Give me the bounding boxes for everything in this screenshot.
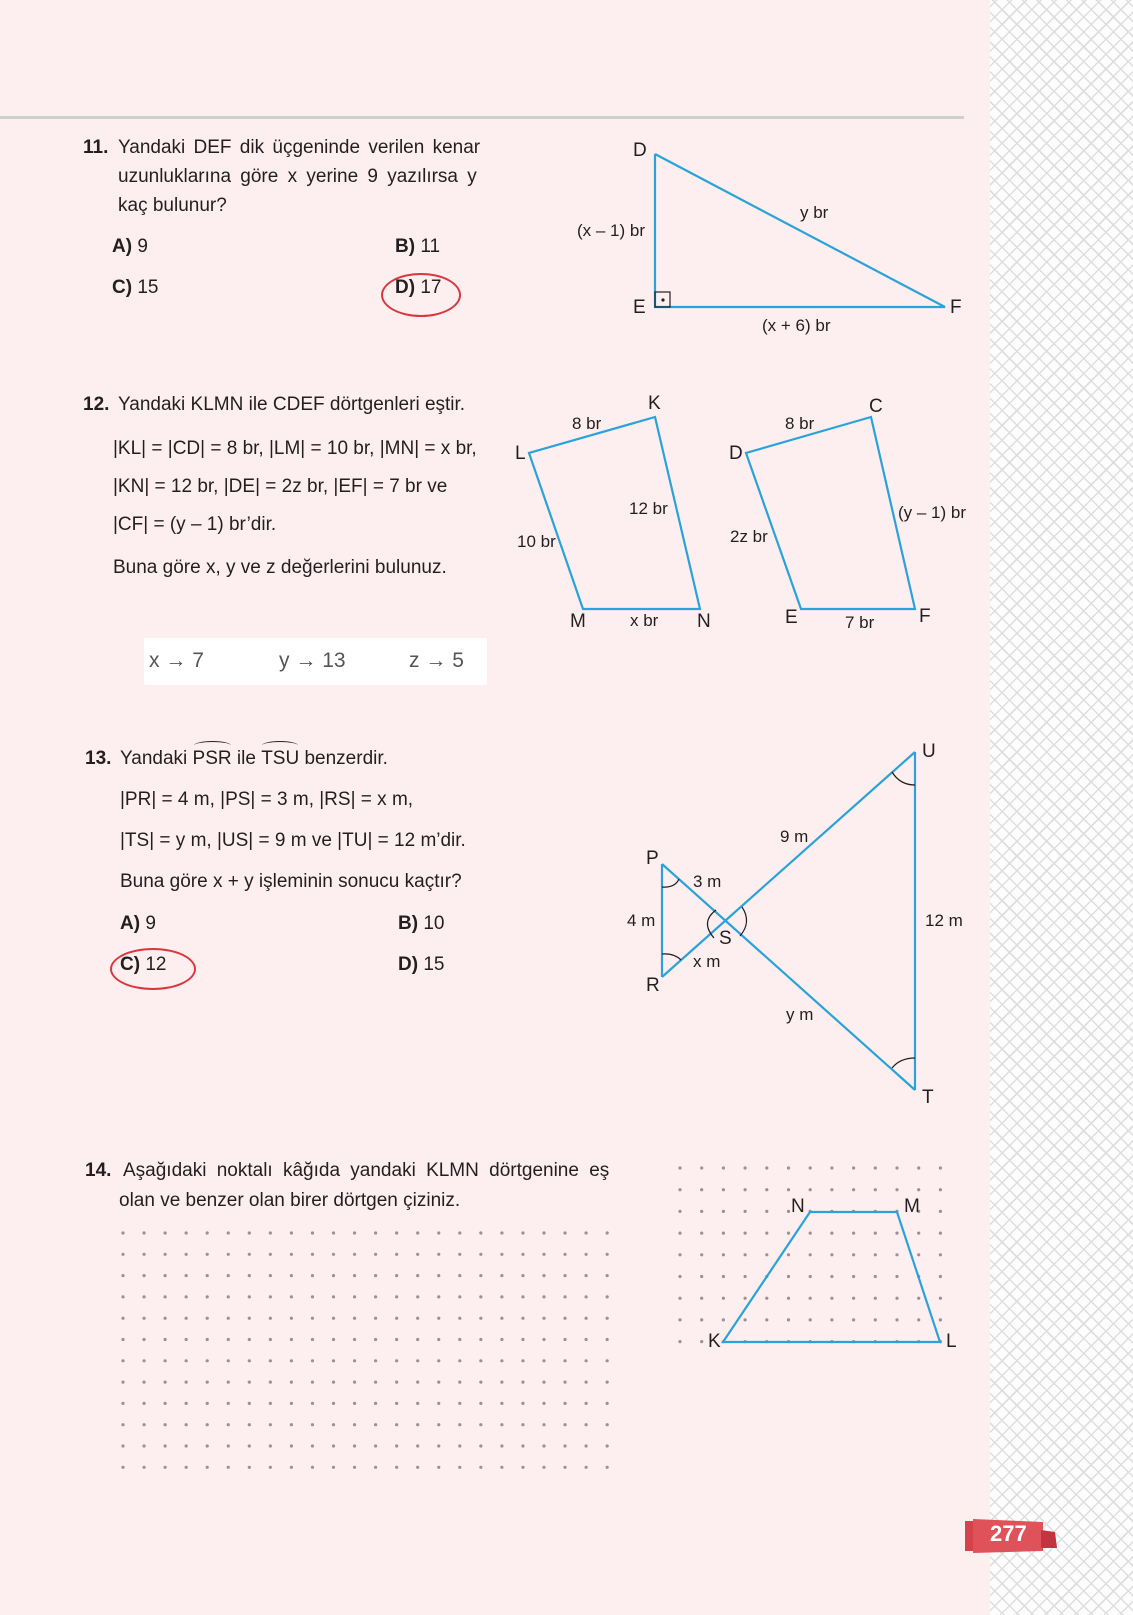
vertex-r: R [646, 975, 660, 996]
label-rs: x m [693, 952, 721, 971]
vertex-n: N [697, 611, 711, 632]
q13-answer-circle [110, 948, 196, 990]
vertex-l: L [515, 443, 526, 464]
vertex-k: K [648, 393, 661, 414]
angle-psr: PSR [192, 748, 232, 769]
label-us: 9 m [780, 827, 809, 846]
segment-ru [662, 752, 915, 977]
q13-title: Yandaki PSR ile TSU benzerdir. [120, 748, 388, 769]
q14-line-1: Aşağıdaki noktalı kâğıda yandaki KLMN dörtgenine eş [123, 1160, 610, 1181]
angle-arc-r [662, 954, 681, 960]
vertex-p: P [646, 848, 659, 869]
dot-grid-reference [678, 1166, 942, 1343]
label-lm: 10 br [517, 532, 556, 551]
q11-option-d[interactable]: D) 17 [395, 277, 442, 298]
q12-number: 12. [83, 394, 110, 415]
q11-number: 11. [83, 137, 109, 158]
q11-line-1: Yandaki DEF dik üçgeninde verilen kenar [118, 137, 481, 158]
label-cd: 8 br [785, 414, 815, 433]
segment-pt [662, 864, 915, 1090]
vertex-e2: E [785, 607, 798, 628]
vertex-m: M [570, 611, 586, 632]
q14-line-2: olan ve benzer olan birer dörtgen çiziniz. [119, 1190, 461, 1211]
q13-option-b[interactable]: B) 10 [398, 913, 445, 934]
label-tu: 12 m [925, 911, 963, 930]
label-ts: y m [786, 1005, 814, 1024]
vertex-k-grid: K [708, 1331, 721, 1352]
q13-option-a[interactable]: A) 9 [120, 913, 156, 934]
q13-question: Buna göre x + y işleminin sonucu kaçtır? [120, 871, 462, 892]
label-ef: (x + 6) br [762, 316, 831, 335]
angle-tsu: TSU [261, 748, 300, 769]
vertex-t: T [922, 1087, 934, 1108]
q11-line-2: uzunluklarına göre x yerine 9 yazılırsa y [118, 166, 477, 187]
vertex-u: U [922, 741, 936, 762]
vertex-s: S [719, 928, 732, 949]
label-pr: 4 m [627, 911, 656, 930]
q11-line-3: kaç bulunur? [118, 195, 227, 216]
label-ps: 3 m [693, 872, 722, 891]
q12-line-1: |KL| = |CD| = 8 br, |LM| = 10 br, |MN| = x br, [113, 438, 477, 459]
vertex-d: D [633, 140, 647, 161]
q12-answer-z: z → 5 [409, 649, 464, 672]
q13-line-1: |PR| = 4 m, |PS| = 3 m, |RS| = x m, [120, 789, 414, 810]
label-de: (x – 1) br [577, 221, 646, 240]
quadrilateral-klmn [529, 417, 700, 609]
q11-option-a[interactable]: A) 9 [112, 236, 148, 257]
q13-option-c[interactable]: C) 12 [120, 954, 167, 975]
label-mn: x br [630, 611, 659, 630]
vertex-d2: D [729, 443, 743, 464]
vertex-f: F [950, 297, 962, 318]
right-angle-dot [661, 298, 664, 301]
page-number: 277 [990, 1521, 1027, 1546]
margin-crosshatch [990, 0, 1133, 1615]
q12-title: Yandaki KLMN ile CDEF dörtgenleri eştir. [118, 394, 466, 415]
q12-line-2: |KN| = 12 br, |DE| = 2z br, |EF| = 7 br ve [113, 476, 448, 497]
dot-grid-answer [121, 1231, 608, 1469]
q11-option-b[interactable]: B) 11 [395, 236, 441, 257]
label-kl: 8 br [572, 414, 602, 433]
angle-arc-u [892, 772, 915, 785]
q13-number: 13. [85, 748, 112, 769]
vertex-f2: F [919, 606, 931, 627]
q13-option-d[interactable]: D) 15 [398, 954, 445, 975]
vertex-c: C [869, 396, 883, 417]
triangle-def [655, 154, 945, 307]
vertex-l-grid: L [946, 1331, 957, 1352]
q12-question: Buna göre x, y ve z değerlerini bulunuz. [113, 557, 447, 578]
vertex-n-grid: N [791, 1196, 805, 1217]
angle-arc-p [662, 879, 679, 887]
q11-option-c[interactable]: C) 15 [112, 277, 159, 298]
angle-arc-s-right [740, 907, 747, 936]
q12-answer-x: x → 7 [149, 649, 204, 672]
label-df: y br [800, 203, 829, 222]
label-de2: 2z br [730, 527, 768, 546]
label-ef2: 7 br [845, 613, 875, 632]
q12-line-3: |CF| = (y – 1) br’dir. [113, 514, 277, 535]
q12-answer-y: y → 13 [279, 649, 346, 672]
vertex-m-grid: M [904, 1196, 920, 1217]
label-cf: (y – 1) br [898, 503, 967, 522]
q13-line-2: |TS| = y m, |US| = 9 m ve |TU| = 12 m’dir. [120, 830, 466, 851]
label-kn: 12 br [629, 499, 668, 518]
q14-number: 14. [85, 1160, 112, 1181]
quadrilateral-cdef [746, 417, 915, 609]
angle-arc-t [892, 1058, 915, 1068]
vertex-e: E [633, 297, 646, 318]
